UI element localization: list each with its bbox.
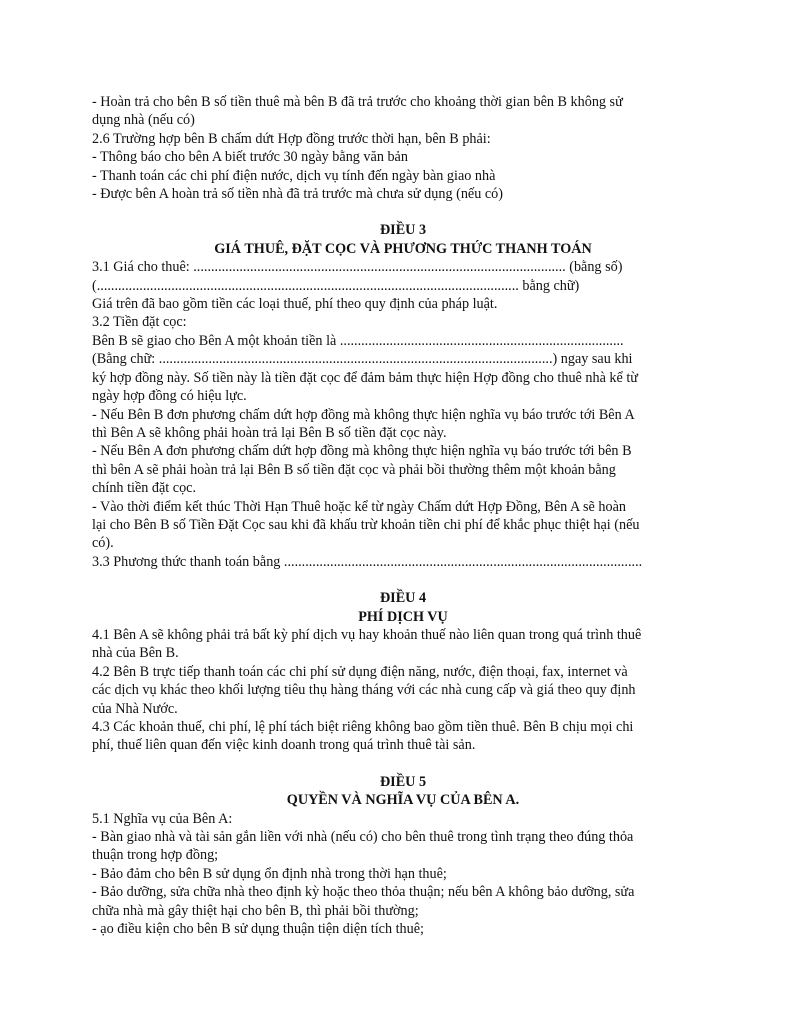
paragraph-line: Giá trên đã bao gồm tiền các loại thuế, phí theo quy định của pháp luật. [92, 296, 498, 313]
paragraph-line: Bên B sẽ giao cho Bên A một khoản tiền là ................................................................................ [92, 332, 624, 349]
paragraph-line: ngày hợp đồng có hiệu lực. [92, 388, 247, 405]
article-title: GIÁ THUÊ, ĐẶT CỌC VÀ PHƯƠNG THỨC THANH TOÁN [214, 240, 592, 257]
paragraph-line: 4.1 Bên A sẽ không phải trả bất kỳ phí dịch vụ hay khoản thuế nào liên quan trong quá trình thuê [92, 626, 642, 643]
paragraph-line: ký hợp đồng này. Số tiền này là tiền đặt cọc để đảm bảm thực hiện Hợp đồng cho thuê nhà kể từ [92, 369, 638, 386]
paragraph-line: của Nhà Nước. [92, 700, 178, 717]
paragraph-line: - Thanh toán các chi phí điện nước, dịch vụ tính đến ngày bàn giao nhà [92, 167, 496, 184]
paragraph-line: (....................................................................................................................... bằng chữ) [92, 277, 580, 294]
article-number: ĐIỀU 3 [379, 222, 427, 239]
section-2-tail [92, 93, 714, 203]
paragraph-line: dụng nhà (nếu có) [92, 112, 195, 129]
paragraph-line: 5.1 Nghĩa vụ của Bên A: [92, 810, 233, 827]
paragraph-line: có). [92, 535, 114, 552]
paragraph-line: phí, thuế liên quan đến việc kinh doanh trong quá trình thuê tài sản. [92, 737, 476, 754]
paragraph-line: chính tiền đặt cọc. [92, 480, 197, 497]
article-4 [92, 589, 714, 755]
paragraph-line: - Vào thời điểm kết thúc Thời Hạn Thuê hoặc kể từ ngày Chấm dứt Hợp Đồng, Bên A sẽ hoàn [92, 498, 626, 515]
paragraph-line: thì Bên A sẽ không phải hoàn trả lại Bên B số tiền đặt cọc này. [92, 424, 447, 441]
article-5 [92, 773, 714, 939]
article-title: QUYỀN VÀ NGHĨA VỤ CỦA BÊN A. [286, 792, 520, 809]
paragraph-line: - Được bên A hoàn trả số tiền nhà đã trả trước mà chưa sử dụng (nếu có) [92, 186, 503, 203]
paragraph-line: - Thông báo cho bên A biết trước 30 ngày bằng văn bản [92, 149, 408, 166]
paragraph-line: - Nếu Bên B đơn phương chấm dứt hợp đồng mà không thực hiện nghĩa vụ báo trước tới Bên A [92, 406, 635, 423]
paragraph-line: thuận trong hợp đồng; [92, 847, 219, 864]
paragraph-line: 3.3 Phương thức thanh toán bằng ..................................................................................................... [92, 553, 643, 570]
article-3 [92, 221, 714, 571]
paragraph-line: - Bàn giao nhà và tài sản gắn liền với nhà (nếu có) cho bên thuê trong tình trạng theo đúng thỏa [92, 829, 634, 846]
article-number: ĐIỀU 4 [379, 590, 427, 607]
paragraph-line: 4.2 Bên B trực tiếp thanh toán các chi phí sử dụng điện năng, nước, điện thoại, fax, internet và [92, 663, 628, 680]
paragraph-line: thì bên A sẽ phải hoàn trả lại Bên B số tiền đặt cọc và phải bồi thường thêm một khoản bằng [92, 461, 616, 478]
paragraph-line: - Nếu Bên A đơn phương chấm dứt hợp đồng mà không thực hiện nghĩa vụ báo trước tới bên B [92, 443, 632, 460]
paragraph-line: các dịch vụ khác theo khối lượng tiêu thụ hàng tháng với các nhà cung cấp và giá theo quy định [92, 682, 636, 699]
paragraph-line: - Bảo dưỡng, sửa chữa nhà theo định kỳ hoặc theo thỏa thuận; nếu bên A không bảo dưỡng, sửa [92, 884, 635, 901]
article-number: ĐIỀU 5 [379, 773, 427, 790]
paragraph-line: - ạo điều kiện cho bên B sử dụng thuận tiện diện tích thuê; [92, 921, 424, 938]
paragraph-line: (Bằng chữ: ...............................................................................................................) ngay sau khi [92, 351, 633, 368]
paragraph-line: 3.1 Giá cho thuê: ......................................................................................................... (bằng số) [92, 259, 623, 276]
paragraph-line: - Bảo đảm cho bên B sử dụng ổn định nhà trong thời hạn thuê; [92, 865, 447, 882]
paragraph-line: 3.2 Tiền đặt cọc: [92, 314, 187, 331]
paragraph-line: lại cho Bên B số Tiền Đặt Cọc sau khi đã khấu trừ khoản tiền chi phí để khắc phục thiệt hại (nếu [92, 516, 640, 533]
document-page [92, 93, 714, 938]
paragraph-line: - Hoàn trả cho bên B số tiền thuê mà bên B đã trả trước cho khoảng thời gian bên B không sử [92, 94, 623, 110]
paragraph-line: nhà của Bên B. [92, 645, 179, 662]
paragraph-line: chữa nhà mà gây thiệt hại cho bên B, thì phải bồi thường; [92, 902, 419, 919]
article-title: PHÍ DỊCH VỤ [358, 608, 448, 625]
paragraph-line: 4.3 Các khoản thuế, chi phí, lệ phí tách biệt riêng không bao gồm tiền thuê. Bên B chịu mọi chi [92, 719, 634, 735]
paragraph-line: 2.6 Trường hợp bên B chấm dứt Hợp đồng trước thời hạn, bên B phải: [92, 130, 491, 147]
